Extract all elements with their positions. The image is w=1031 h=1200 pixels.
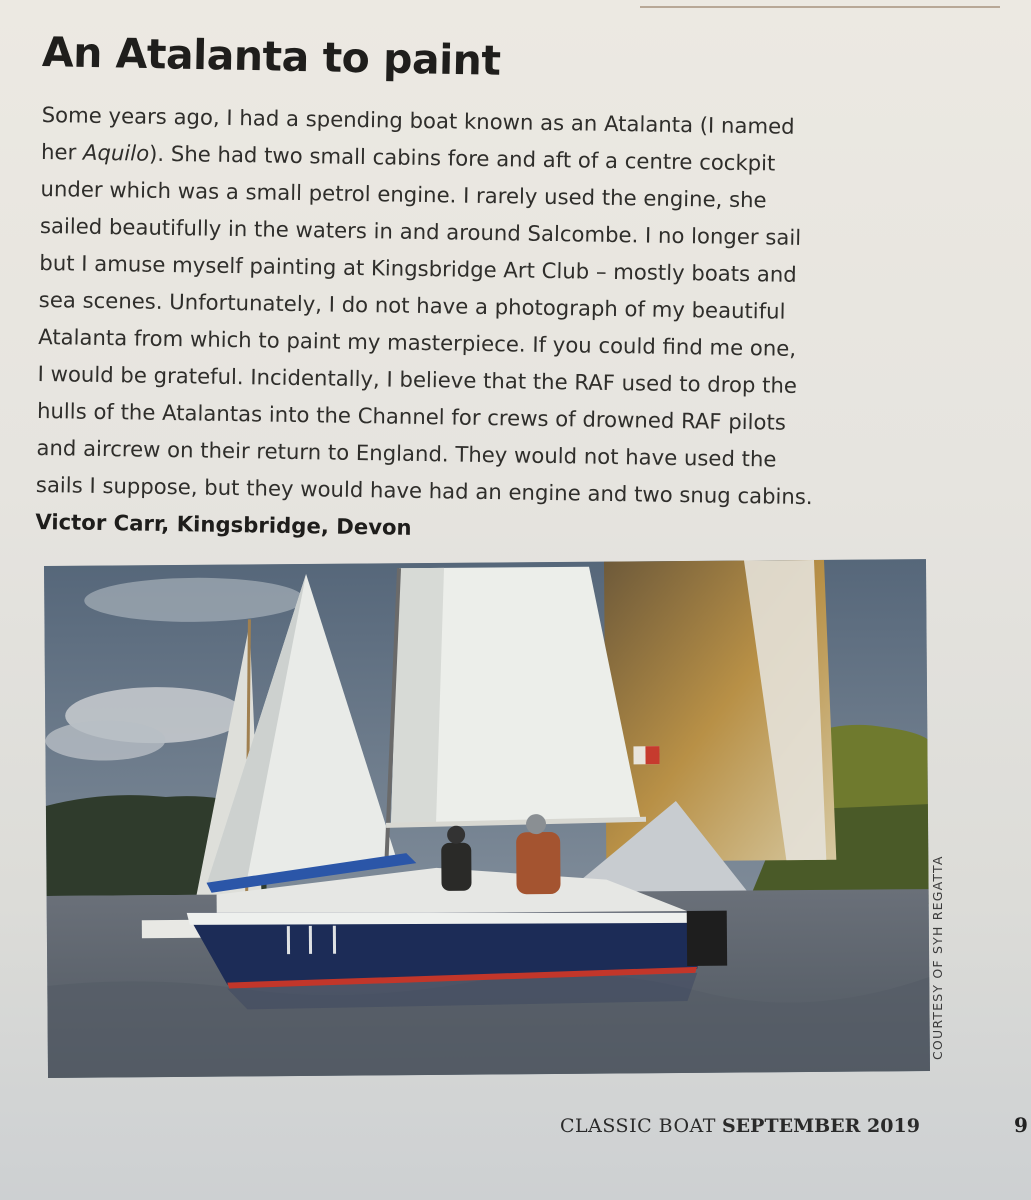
top-rule: [640, 0, 1000, 8]
body-line: Atalanta from which to paint my masterpiece. If you could find me one,: [38, 323, 797, 361]
body-line: hulls of the Atalantas into the Channel for crews of drowned RAF pilots: [36, 397, 787, 435]
photo-credit: COURTESY OF SYH REGATTA: [930, 855, 945, 1060]
body-line: sea scenes. Unfortunately, I do not have a photograph of my beautiful: [38, 286, 786, 324]
publication-name: CLASSIC BOAT: [560, 1115, 716, 1137]
article-headline: An Atalanta to paint: [41, 28, 501, 85]
issue-date: SEPTEMBER 2019: [721, 1115, 920, 1137]
sailboat-photo: [44, 559, 930, 1078]
body-line: sailed beautifully in the waters in and around Salcombe. I no longer sail: [39, 212, 802, 250]
body-line: sails I suppose, but they would have had an engine and two snug cabins.: [35, 471, 813, 510]
page-number: 9: [1014, 1113, 1028, 1137]
boat-name: Aquilo: [82, 139, 150, 166]
body-line: and aircrew on their return to England. They would not have used the: [36, 434, 777, 472]
body-line: Some years ago, I had a spending boat known as an Atalanta (I named: [41, 101, 795, 139]
article-body: [35, 96, 922, 554]
body-line: but I amuse myself painting at Kingsbridge Art Club – mostly boats and: [39, 249, 797, 287]
body-line: I would be grateful. Incidentally, I believe that the RAF used to drop the: [37, 360, 798, 398]
body-line: under which was a small petrol engine. I rarely used the engine, she: [40, 175, 767, 213]
page-footer: [560, 1115, 940, 1137]
body-line: her Aquilo). She had two small cabins fore and aft of a centre cockpit: [40, 138, 776, 176]
letter-signature: Victor Carr, Kingsbridge, Devon: [35, 508, 412, 540]
